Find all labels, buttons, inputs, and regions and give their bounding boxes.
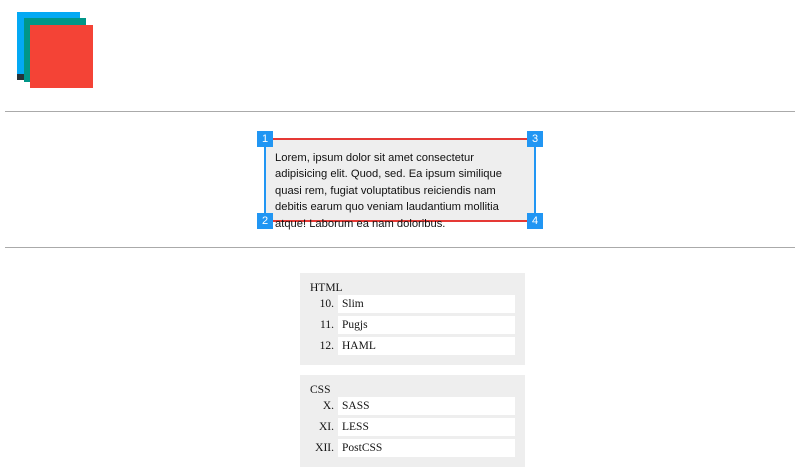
divider [5,111,795,112]
list-item [310,418,515,436]
list-group-html [300,273,525,365]
text-box [264,138,536,230]
corner-label-4: 4 [527,213,543,229]
corner-label-1: 1 [257,131,273,147]
list-item [310,439,515,457]
item-number: XII. [315,442,334,454]
item-number: X. [322,400,334,412]
corner-label-2: 2 [257,213,273,229]
corner-label-3: 3 [527,131,543,147]
paragraph: Lorem, ipsum dolor sit amet consectetur adipisicing elit. Quod, sed. Ea ipsum similique quasi rem, fugiat voluptatibus reiciendis nam debitis earum quo veniam laudantium mollitia atque! Laborum ea nam doloribus. [275,152,502,230]
item-text: HAML [338,337,515,355]
item-text: Slim [338,295,515,313]
dark-square [17,74,24,80]
item-number: 11. [320,319,334,331]
list-item [310,316,515,334]
list-item [310,337,515,355]
group-title: HTML [310,282,343,294]
item-text: LESS [338,418,515,436]
item-number: XI. [318,421,334,433]
item-text: PostCSS [338,439,515,457]
red-square [30,25,93,88]
item-text: Pugjs [338,316,515,334]
list-item [310,295,515,313]
divider [5,247,795,248]
list-item [310,397,515,415]
item-number: 10. [319,298,334,310]
group-title: CSS [310,384,331,396]
item-text: SASS [338,397,515,415]
list-group-css [300,375,525,467]
item-number: 12. [319,340,334,352]
